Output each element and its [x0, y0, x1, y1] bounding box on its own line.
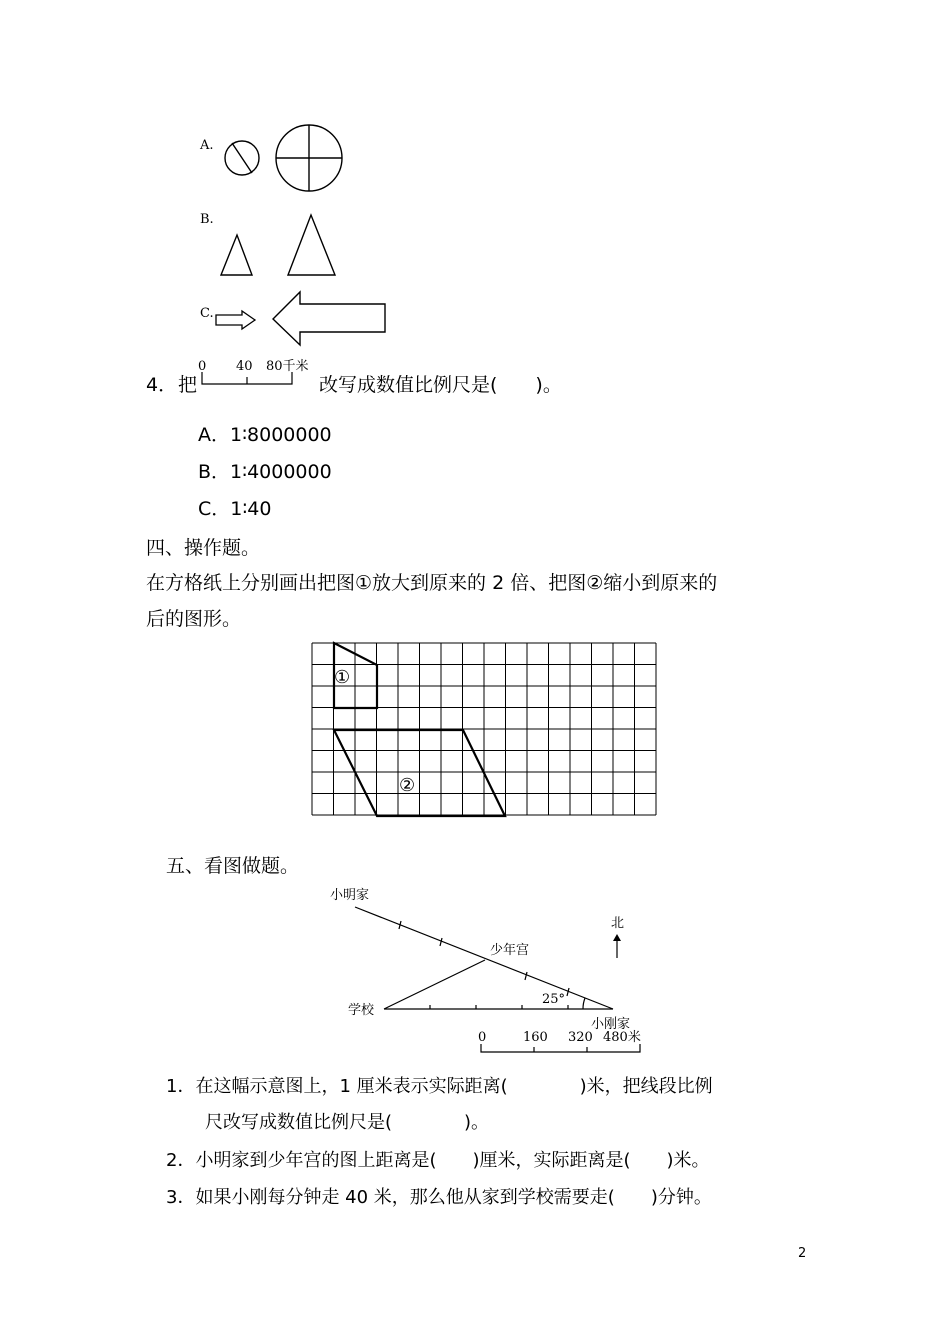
section4-line2: 后的图形。 [146, 608, 242, 630]
grid-paper [305, 636, 665, 822]
option-a-label: A. [200, 138, 214, 153]
q4-line-scale [196, 355, 316, 395]
north-arrow-head [613, 934, 621, 941]
shape-2-label: ② [399, 775, 416, 796]
q4-scale-tick: 80千米 [266, 359, 309, 374]
line-school-palace [384, 960, 485, 1009]
q4-option-b: B．1∶4000000 [198, 461, 332, 483]
option-figures [0, 0, 950, 350]
map-scale-tick: 320 [568, 1030, 593, 1045]
map-scale-bar [481, 1044, 640, 1052]
section4-line1: 在方格纸上分别画出把图①放大到原来的 2 倍、把图②缩小到原来的 [146, 572, 718, 594]
section5-question-3: 3．如果小刚每分钟走 40 米，那么他从家到学校需要走( )分钟。 [166, 1187, 712, 1208]
line-xiaoming-xiaogang [355, 907, 613, 1009]
option-c-small-arrow [216, 311, 255, 329]
option-c-label: C. [200, 306, 214, 321]
q4-prefix: 把 [178, 374, 198, 396]
shape-1-label: ① [334, 667, 351, 688]
option-c-large-arrow [273, 292, 385, 345]
q4-scale-tick: 40 [236, 359, 253, 374]
label-xiaoming: 小明家 [330, 888, 370, 903]
option-b-small-triangle [221, 235, 252, 275]
option-a-large-circle [276, 125, 342, 191]
q4-number: 4． [146, 374, 178, 396]
label-school: 学校 [348, 1003, 375, 1018]
option-b-label: B. [200, 212, 214, 227]
section5-heading: 五、看图做题。 [166, 855, 300, 877]
section5-question-1-cont: 尺改写成数值比例尺是( )。 [205, 1112, 490, 1133]
q4-suffix: 改写成数值比例尺是( )。 [319, 374, 562, 396]
map-scale-tick: 480米 [603, 1030, 641, 1045]
q4-option-c: C．1∶40 [198, 498, 272, 520]
map-diagram [320, 880, 660, 1060]
label-xiaogang: 小刚家 [591, 1017, 631, 1032]
section5-question-2: 2．小明家到少年宫的图上距离是( )厘米，实际距离是( )米。 [166, 1150, 710, 1171]
map-scale-tick: 0 [478, 1030, 487, 1045]
label-angle: 25° [542, 992, 566, 1007]
section5-question-1: 1．在这幅示意图上，1 厘米表示实际距离( )米，把线段比例 [166, 1076, 713, 1097]
q4-scale-tick: 0 [198, 359, 207, 374]
label-palace: 少年宫 [490, 943, 530, 958]
map-scale-tick: 160 [523, 1030, 548, 1045]
page-number: 2 [798, 1246, 807, 1261]
option-a-small-circle [225, 141, 259, 175]
option-b-large-triangle [288, 215, 335, 275]
label-north: 北 [611, 916, 625, 931]
section4-heading: 四、操作题。 [146, 537, 261, 559]
q4-option-a: A．1∶8000000 [198, 424, 332, 446]
